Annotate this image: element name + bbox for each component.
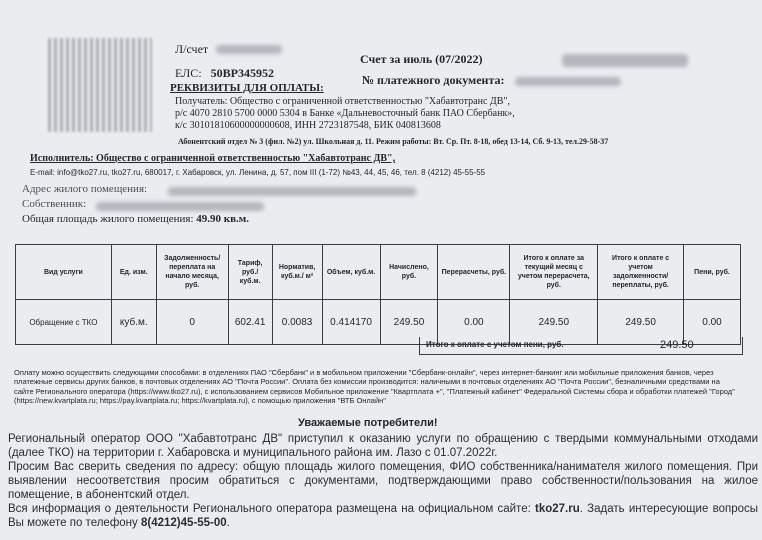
cell-volume: 0.414170	[322, 300, 380, 345]
notice-paragraph-1: Региональный оператор ООО "Хабавтотранс ДВ" приступил к оказанию услуги по обращению с твердыми коммунальными отходами (далее ТКО) на территории г. Хабаровска и муниципального района им. Лазо с 01.07.2022г.	[8, 433, 758, 459]
address-label: Адрес жилого помещения:	[22, 183, 148, 195]
area-value: 49.90 кв.м.	[196, 213, 250, 225]
recipient-line-1: Получатель: Общество с ограниченной ответственностью "Хабавтотранс ДВ",	[175, 96, 510, 107]
site-link[interactable]: tko27.ru	[535, 503, 580, 515]
payment-doc-number-redacted	[515, 77, 621, 86]
owner-label: Собственник:	[22, 198, 87, 210]
cell-total-with-debt: 249.50	[598, 300, 684, 345]
office-line: Абонентский отдел № 3 (фил. №2) ул. Школьная д. 11. Режим работы: Вт. Ср. Пт. 8-18, обед 13-14, Сб. 9-13, тел.29-58-37	[178, 137, 609, 146]
account-label: Л/счет	[175, 42, 209, 56]
owner-redacted	[96, 202, 264, 211]
email-line: E-mail: info@tko27.ru, tko27.ru, 680017, г. Хабаровск, ул. Ленина, д. 57, пом III (1-72) №43, 44, 45, 46, тел. 8 (4212) 45-55-55	[30, 168, 486, 177]
notice-paragraph-2: Просим Вас сверить сведения по адресу: общую площадь жилого помещения, ФИО собственника/нанимателя жилого помещения. При выявлении несоответствия просим обратиться с документами, подтверждающими право собственности/пользования на жилое помещение, в абонентский отдел.	[8, 461, 758, 501]
grand-total-value: 249.50	[660, 339, 694, 351]
grand-total-row	[419, 337, 743, 355]
executor-line	[30, 153, 395, 164]
col-header: Задолженность/ переплата на начало месяца, руб.	[156, 245, 228, 300]
cell-recalc: 0.00	[438, 300, 510, 345]
col-header: Пени, руб.	[684, 245, 741, 300]
recipient-line-2: р/с 4070 2810 5700 0000 5304 в Банке «Дальневосточный банк ПАО Сбербанк»,	[175, 108, 515, 119]
cell-norm: 0.0083	[272, 300, 322, 345]
cell-debt: 0	[156, 300, 228, 345]
notice-p3-prefix: Вся информация о деятельности Регионального оператора размещена на официальном сайте:	[8, 503, 531, 515]
col-header: Итого к оплате за текущий месяц с учетом перерасчета, руб.	[510, 245, 598, 300]
els-value: 50ВР345952	[210, 66, 274, 80]
phone-number: 8(4212)45-55-00	[140, 517, 227, 529]
account-number-redacted	[216, 45, 282, 54]
notice-p3-end: .	[226, 517, 230, 529]
requisites-title: РЕКВИЗИТЫ ДЛЯ ОПЛАТЫ:	[170, 82, 324, 94]
col-header: Тариф, руб./ куб.м.	[228, 245, 272, 300]
cell-unit: куб.м.	[111, 300, 156, 345]
payment-doc-label: № платежного документа:	[362, 73, 505, 87]
address-redacted	[168, 187, 416, 196]
area-row	[22, 213, 249, 225]
cell-penalty: 0.00	[684, 300, 741, 345]
invoice-period: Счет за июль (07/2022)	[360, 52, 483, 66]
cell-service: Обращение с ТКО	[16, 300, 112, 345]
payment-methods-text: Оплату можно осуществить следующими способами: в отделениях ПАО "Сбербанк" и в мобильном приложении "Сбербанк-онлайн", через интернет-банкинг или мобильные приложения банков, через платежные сервисы других банков, в почтовых отделениях АО "Почта России". Оплата без комиссии производится: наличными в почтовых отделениях АО "Почта России", безналичными средствами на сайте Регионального оператора (https://www.tko27.ru), с использованием сервисов Мобильное приложение "Квартплата +", "Платежный кабинет" Федеральной Системы сбора и обработки платежей "Город" (https://new.kvartplata.ru; https://pay.kvartplata.ru; https://kvartplata.ru), с помощью приложения "ВТБ Онлайн"	[14, 368, 735, 405]
redacted-top-right	[562, 54, 688, 67]
qr-code-blurred	[48, 38, 152, 132]
cell-tariff: 602.41	[228, 300, 272, 345]
col-header: Норматив, куб.м./ м²	[272, 245, 322, 300]
cell-accrued: 249.50	[380, 300, 438, 345]
charges-table	[15, 244, 741, 345]
recipient-line-3: к/с 30101810600000000608, ИНН 2723187548, БИК 040813608	[175, 120, 441, 131]
col-header: Объем, куб.м.	[322, 245, 380, 300]
els-row	[175, 66, 274, 81]
col-header: Итого к оплате с учетом задолженности/ переплаты, руб.	[598, 245, 684, 300]
address-row	[22, 183, 147, 195]
executor-text: Исполнитель: Общество с ограниченной ответственностью "Хабавтотранс ДВ",	[30, 153, 396, 164]
area-label: Общая площадь жилого помещения:	[22, 213, 194, 225]
cell-month-total: 249.50	[510, 300, 598, 345]
col-header: Ед. изм.	[111, 245, 156, 300]
grand-total-label: Итого к оплате с учетом пени, руб.	[426, 340, 564, 349]
table-header-row	[16, 245, 741, 300]
col-header: Вид услуги	[16, 245, 112, 300]
col-header: Начислено, руб.	[380, 245, 438, 300]
col-header: Перерасчеты, руб.	[438, 245, 510, 300]
notice-title: Уважаемые потребители!	[298, 417, 438, 429]
notice-body	[8, 432, 758, 530]
notice-p3-suffix: . Задать интересующие вопросы Вы можете по телефону	[8, 503, 758, 529]
owner-row	[22, 198, 86, 210]
els-label: ЕЛС:	[175, 66, 202, 80]
notice-paragraph-3	[8, 502, 758, 530]
